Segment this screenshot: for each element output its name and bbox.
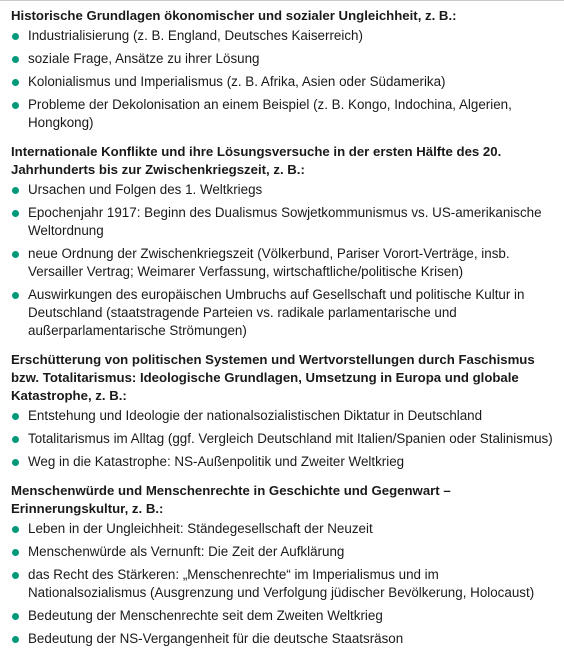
- bullet-icon: [12, 102, 19, 109]
- list-item-text: Weg in die Katastrophe: NS-Außenpolitik und Zweiter Weltkrieg: [28, 454, 405, 469]
- bullet-icon: [12, 436, 19, 443]
- section-faschismus-totalitarismus: [11, 351, 558, 471]
- list-item-text: Probleme der Dekolonisation an einem Beispiel (z. B. Kongo, Indochina, Algerien, Hongkong): [28, 97, 512, 130]
- list-item-text: Kolonialismus und Imperialismus (z. B. Afrika, Asien oder Südamerika): [28, 74, 446, 89]
- list-item-text: Epochenjahr 1917: Beginn des Dualismus Sowjetkommunismus vs. US-amerikanische Weltordnung: [28, 205, 542, 238]
- bullet-icon: [12, 56, 19, 63]
- list-item: [11, 407, 558, 425]
- list-item: [11, 286, 558, 340]
- list-item-text: das Recht des Stärkeren: „Menschenrechte“ im Imperialismus und im Nationalsozialismus (Ausgrenzung und Verfolgung jüdischer Bevölkerung, Holocaust): [28, 567, 535, 600]
- bullet-icon: [12, 526, 19, 533]
- list-item-text: Auswirkungen des europäischen Umbruchs auf Gesellschaft und politische Kultur in Deutschland (staatstragende Parteien vs. radikale parlamentarische und außerparlamentarische Strömungen): [28, 287, 525, 338]
- list-item-text: Ursachen und Folgen des 1. Weltkriegs: [28, 182, 263, 197]
- list-item-text: Industrialisierung (z. B. England, Deutsches Kaiserreich): [28, 28, 363, 43]
- list-item-text: neue Ordnung der Zwischenkriegszeit (Völkerbund, Pariser Vorort-Verträge, insb. Versailler Vertrag; Weimarer Verfassung, wirtschaftliche/politische Krisen): [28, 246, 510, 279]
- bullet-icon: [12, 636, 19, 643]
- list-item: [11, 453, 558, 471]
- list-item-text: Menschenwürde als Vernunft: Die Zeit der Aufklärung: [28, 544, 345, 559]
- list-item-text: Totalitarismus im Alltag (ggf. Vergleich Deutschland mit Italien/Spanien oder Stalinismus): [28, 431, 553, 446]
- list-item-text: soziale Frage, Ansätze zu ihrer Lösung: [28, 51, 260, 66]
- bullet-list: [11, 27, 558, 132]
- bullet-icon: [12, 210, 19, 217]
- section-heading: Menschenwürde und Menschenrechte in Geschichte und Gegenwart – Erinnerungskultur, z. B.:: [11, 483, 451, 516]
- list-item: [11, 245, 558, 281]
- bullet-icon: [12, 459, 19, 466]
- list-item: [11, 520, 558, 538]
- section-heading: Historische Grundlagen ökonomischer und sozialer Ungleichheit, z. B.:: [11, 8, 457, 23]
- bullet-icon: [12, 79, 19, 86]
- bullet-icon: [12, 292, 19, 299]
- list-item: [11, 181, 558, 199]
- list-item: [11, 566, 558, 602]
- bullet-icon: [12, 33, 19, 40]
- top-divider: [0, 0, 564, 1]
- bullet-list: [11, 181, 558, 340]
- bullet-icon: [12, 187, 19, 194]
- list-item: [11, 96, 558, 132]
- section-menschenwuerde: [11, 482, 558, 648]
- section-heading: Internationale Konflikte und ihre Lösungsversuche in der ersten Hälfte des 20. Jahrhunderts bis zur Zwischenkriegszeit, z. B.:: [11, 144, 502, 177]
- list-item: [11, 204, 558, 240]
- list-item: [11, 630, 558, 648]
- list-item: [11, 543, 558, 561]
- list-item-text: Bedeutung der NS-Vergangenheit für die deutsche Staatsräson: [28, 631, 404, 646]
- list-item: [11, 430, 558, 448]
- list-item-text: Leben in der Ungleichheit: Ständegesellschaft der Neuzeit: [28, 521, 373, 536]
- bullet-icon: [12, 549, 19, 556]
- section-heading: Erschütterung von politischen Systemen und Wertvorstellungen durch Faschismus bzw. Totalitarismus: Ideologische Grundlagen, Umsetzung in Europa und globale Katastrophe, z. B.:: [11, 352, 535, 403]
- bullet-list: [11, 520, 558, 648]
- bullet-icon: [12, 251, 19, 258]
- list-item: [11, 73, 558, 91]
- bullet-icon: [12, 572, 19, 579]
- list-item: [11, 607, 558, 625]
- list-item-text: Entstehung und Ideologie der nationalsozialistischen Diktatur in Deutschland: [28, 408, 483, 423]
- list-item: [11, 27, 558, 45]
- section-internationale-konflikte: [11, 143, 558, 340]
- section-historische-grundlagen: [11, 7, 558, 132]
- bullet-icon: [12, 613, 19, 620]
- list-item: [11, 50, 558, 68]
- list-item-text: Bedeutung der Menschenrechte seit dem Zweiten Weltkrieg: [28, 608, 383, 623]
- bullet-icon: [12, 413, 19, 420]
- bullet-list: [11, 407, 558, 471]
